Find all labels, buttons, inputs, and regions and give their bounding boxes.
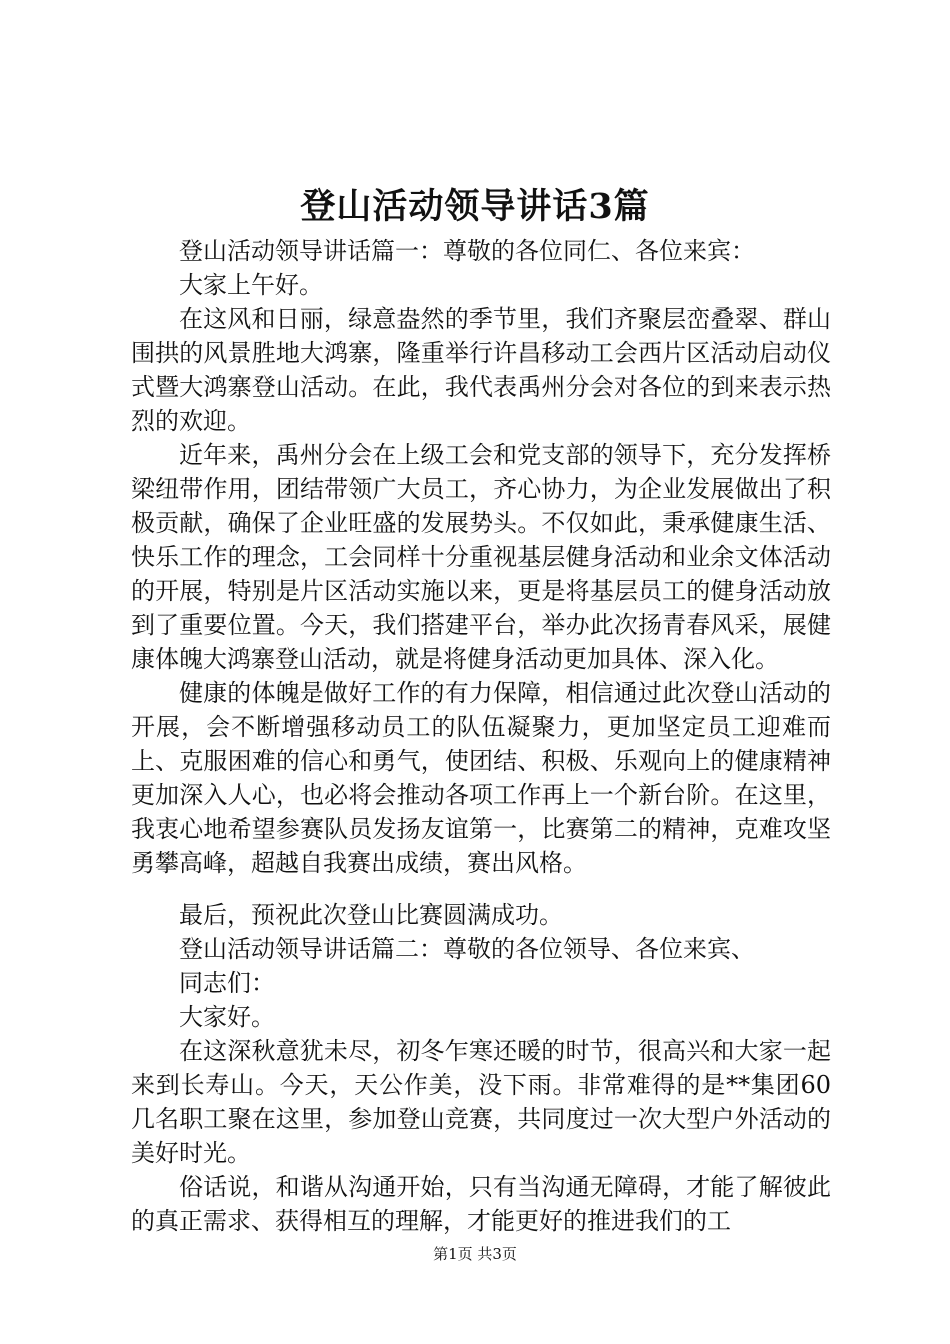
document-title: 登山活动领导讲话3篇	[300, 186, 650, 227]
paragraph: 登山活动领导讲话篇二：尊敬的各位领导、各位来宾、	[179, 935, 755, 963]
paragraph: 俗话说，和谐从沟通开始，只有当沟通无障碍，才能了解彼此的真正需求、获得相互的理解，才能更好的推进我们的工	[131, 1173, 831, 1235]
paragraph: 大家好。	[179, 1003, 275, 1031]
document-body	[131, 234, 831, 1238]
paragraph: 在这风和日丽，绿意盎然的季节里，我们齐聚层峦叠翠、群山围拱的风景胜地大鸿寨，隆重举行许昌移动工会西片区活动启动仪式暨大鸿寨登山活动。在此，我代表禹州分会对各位的到来表示热烈的欢迎。	[131, 305, 831, 435]
paragraph: 近年来，禹州分会在上级工会和党支部的领导下，充分发挥桥梁纽带作用，团结带领广大员工，齐心协力，为企业发展做出了积极贡献，确保了企业旺盛的发展势头。不仅如此，秉承健康生活、快乐工作的理念，工会同样十分重视基层健身活动和业余文体活动的开展，特别是片区活动实施以来，更是将基层员工的健身活动放到了重要位置。今天，我们搭建平台，举办此次扬青春风采，展健康体魄大鸿寨登山活动，就是将健身活动更加具体、深入化。	[131, 441, 831, 673]
page-footer: 第1页 共3页	[433, 1245, 517, 1263]
paragraph: 同志们：	[179, 969, 275, 997]
paragraph: 登山活动领导讲话篇一：尊敬的各位同仁、各位来宾：	[179, 237, 755, 265]
paragraph: 大家上午好。	[179, 271, 323, 299]
paragraph: 最后，预祝此次登山比赛圆满成功。	[179, 901, 563, 929]
paragraph: 在这深秋意犹未尽，初冬乍寒还暖的时节，很高兴和大家一起来到长寿山。今天，天公作美，没下雨。非常难得的是**集团60几名职工聚在这里，参加登山竞赛，共同度过一次大型户外活动的美好时光。	[131, 1037, 831, 1167]
paragraph: 健康的体魄是做好工作的有力保障，相信通过此次登山活动的开展，会不断增强移动员工的队伍凝聚力，更加坚定员工迎难而上、克服困难的信心和勇气，使团结、积极、乐观向上的健康精神更加深入人心，也必将会推动各项工作再上一个新台阶。在这里，我衷心地希望参赛队员发扬友谊第一，比赛第二的精神，克难攻坚勇攀高峰，超越自我赛出成绩，赛出风格。	[131, 679, 831, 877]
